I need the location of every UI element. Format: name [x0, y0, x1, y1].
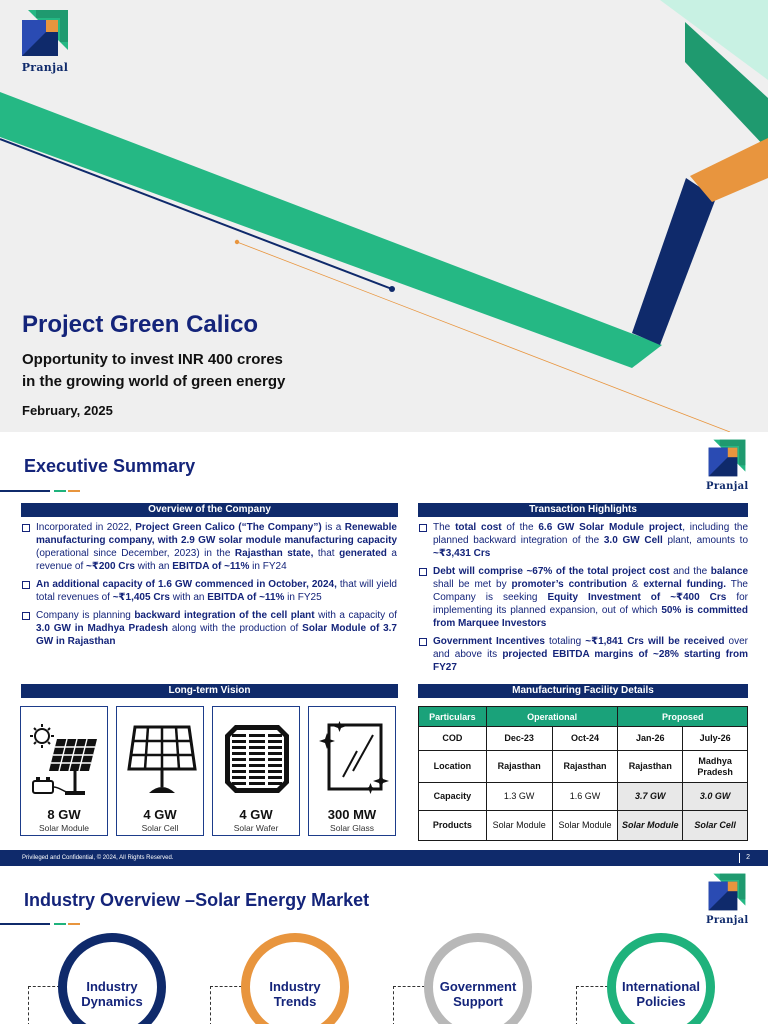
logo-wordmark: Pranjal [21, 61, 69, 74]
overview-item: Incorporated in 2022, Project Green Calico (“The Company”) is a Renewable manufacturing company, with 2.9 GW solar module manufacturing capacity (operational since December, 2023) in the Rajasthan state, that generated a revenue of ~₹200 Crs with an EBITDA of ~11% in FY24 [20, 521, 397, 573]
table-cell: 3.0 GW [683, 783, 748, 811]
title-rule-orange [68, 490, 80, 492]
pranjal-logo-icon [707, 872, 747, 912]
pranjal-logo [20, 8, 70, 74]
title-rule-navy [0, 490, 50, 492]
table-cell: Solar Module [486, 811, 552, 841]
overview-item: Company is planning backward integration of the cell plant with a capacity of 3.0 GW in Madhya Pradesh along with the production of Solar Module of 3.7 GW in Rajasthan [20, 609, 397, 648]
ring-government-support [424, 933, 532, 1024]
table-row [419, 783, 748, 811]
row-label: Products [419, 811, 487, 841]
table-cell: Solar Module [618, 811, 683, 841]
col-proposed: Proposed [618, 707, 748, 727]
title-rule-green [54, 923, 66, 925]
vision-card-solar-module [20, 706, 108, 836]
logo-wordmark: Pranjal [706, 915, 749, 926]
section-title: Executive Summary [24, 456, 196, 476]
ring-label: Industry Dynamics [81, 979, 143, 1009]
transaction-list [417, 521, 748, 679]
navy-accent-line [0, 139, 392, 289]
pranjal-logo [706, 438, 749, 492]
pranjal-logo [706, 872, 749, 926]
transaction-item: Government Incentives totaling ~₹1,841 Crs will be received over and above its projected EBITDA margins of ~28% starting from FY27 [417, 635, 748, 674]
cover-slide [0, 0, 768, 432]
vision-value: 4 GW [239, 807, 273, 822]
row-label: COD [419, 727, 487, 751]
executive-summary-slide [0, 432, 768, 866]
table-row [419, 751, 748, 783]
cover-date: February, 2025 [22, 403, 113, 418]
ring-label: International Policies [621, 979, 700, 1009]
cover-title: Project Green Calico [22, 311, 259, 338]
page-number: 2 [739, 853, 750, 863]
cover-subtitle-line-2: in the growing world of green energy [22, 373, 286, 390]
solar-module-icon [25, 711, 103, 803]
overview-list [20, 521, 397, 653]
vision-card-solar-cell [116, 706, 204, 836]
ring-industry-dynamics [58, 933, 166, 1024]
table-cell: Rajasthan [552, 751, 618, 783]
vision-label: Solar Module [38, 823, 90, 833]
vision-card-solar-wafer [212, 706, 300, 836]
ring-international-policies [607, 933, 715, 1024]
connector-line [210, 986, 242, 1024]
pranjal-logo-icon [20, 8, 70, 58]
solar-glass-icon [313, 711, 391, 803]
table-cell: Madhya Pradesh [683, 751, 748, 783]
table-cell: Solar Cell [683, 811, 748, 841]
industry-overview-slide [0, 866, 768, 1024]
vision-value: 300 MW [327, 807, 377, 822]
table-cell: Rajasthan [618, 751, 683, 783]
ring-industry-trends [241, 933, 349, 1024]
footer-confidential-text: Privileged and Confidential, © 2024, All Rights Reserved. [22, 855, 174, 861]
cover-subtitle-line-1: Opportunity to invest INR 400 crores [22, 351, 283, 368]
navy-accent-dot [389, 286, 395, 292]
section-title: Industry Overview –Solar Energy Market [24, 890, 370, 910]
col-operational: Operational [486, 707, 618, 727]
table-cell: 1.6 GW [552, 783, 618, 811]
vision-card-solar-glass [308, 706, 396, 836]
connector-line [393, 986, 425, 1024]
vision-header: Long-term Vision [21, 684, 398, 698]
table-cell: Solar Module [552, 811, 618, 841]
pranjal-logo-icon [707, 438, 747, 478]
ring-label: Government Support [439, 979, 517, 1009]
table-cell: 1.3 GW [486, 783, 552, 811]
title-rule-navy [0, 923, 50, 925]
connector-line [28, 986, 60, 1024]
row-label: Capacity [419, 783, 487, 811]
overview-item: An additional capacity of 1.6 GW commenced in October, 2024, that will yield total revenues of ~₹1,405 Crs with an EBITDA of ~11% in FY25 [20, 578, 397, 604]
logo-wordmark: Pranjal [706, 481, 749, 492]
navy-diagonal-band [632, 178, 716, 345]
transaction-item: The total cost of the 6.6 GW Solar Module project, including the planned backward integration of the 3.0 GW Cell plant, amounts to ~₹3,431 Crs [417, 521, 748, 560]
vision-label: Solar Cell [141, 823, 179, 833]
transaction-header: Transaction Highlights [418, 503, 748, 517]
overview-header: Overview of the Company [21, 503, 398, 517]
table-cell: 3.7 GW [618, 783, 683, 811]
table-cell: Oct-24 [552, 727, 618, 751]
mfg-header: Manufacturing Facility Details [418, 684, 748, 698]
vision-value: 4 GW [143, 807, 177, 822]
vision-label: Solar Glass [330, 823, 374, 833]
orange-accent-dot [235, 240, 239, 244]
table-row [419, 811, 748, 841]
solar-wafer-icon [217, 711, 295, 803]
footer-bar [0, 850, 768, 866]
table-header-row [419, 707, 748, 727]
table-cell: Dec-23 [486, 727, 552, 751]
table-cell: July-26 [683, 727, 748, 751]
vision-label: Solar Wafer [233, 823, 279, 833]
title-rule-orange [68, 923, 80, 925]
row-label: Location [419, 751, 487, 783]
manufacturing-table [418, 706, 748, 841]
cover-subtitle [22, 349, 352, 393]
vision-value: 8 GW [47, 807, 81, 822]
table-cell: Rajasthan [486, 751, 552, 783]
table-row [419, 727, 748, 751]
transaction-item: Debt will comprise ~67% of the total project cost and the balance shall be met by promoter’s contribution & external funding. The Company is seeking Equity Investment of ~₹400 Crs for implementing its planned expansion, out of which 50% is committed from Marquee Investors [417, 565, 748, 630]
solar-cell-icon [121, 711, 199, 803]
title-rule-green [54, 490, 66, 492]
col-particulars: Particulars [419, 707, 487, 727]
connector-line [576, 986, 608, 1024]
ring-label: Industry Trends [269, 979, 321, 1009]
table-cell: Jan-26 [618, 727, 683, 751]
